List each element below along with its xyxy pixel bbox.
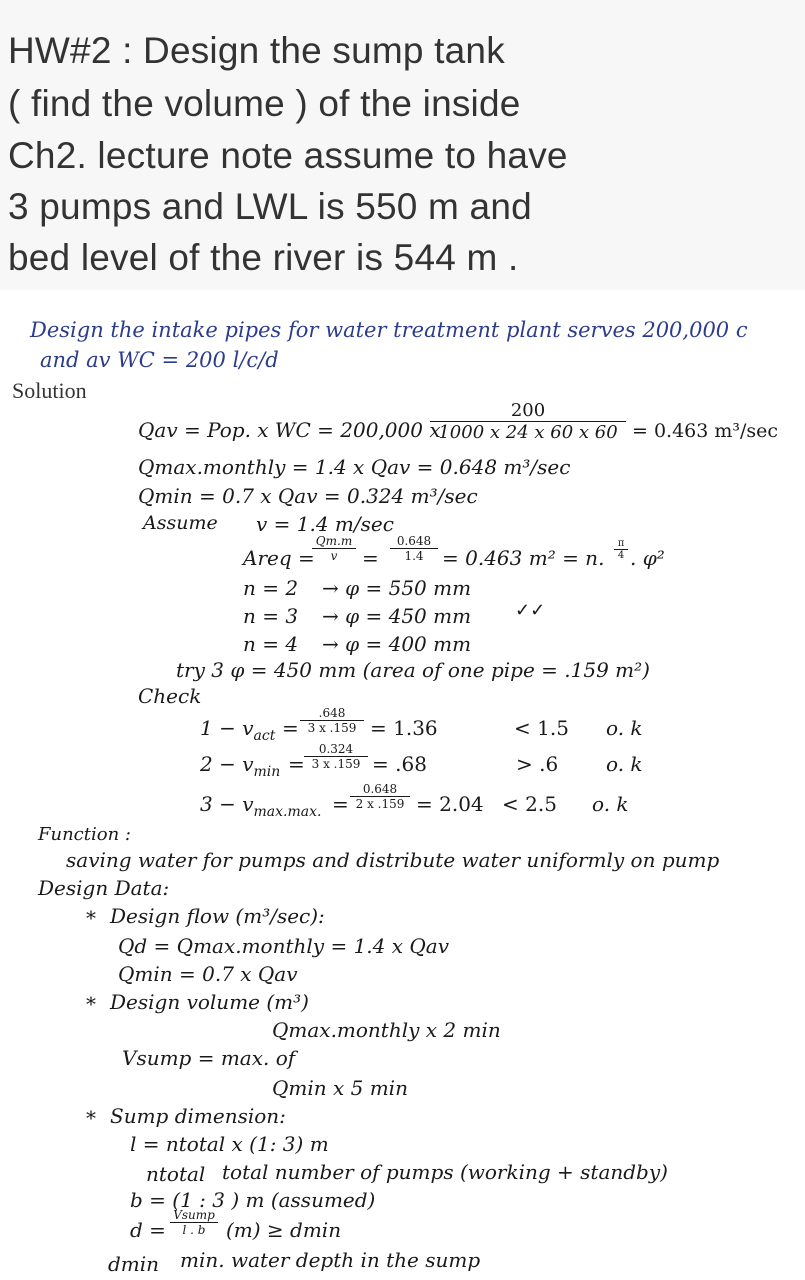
areq-rhs: = 0.463 m² = n.	[442, 546, 605, 570]
lecture-note-page	[0, 302, 805, 1280]
check2-v: 2 − v	[200, 752, 254, 776]
check2-val: = .68	[372, 752, 427, 776]
vsump-top-option: Qmax.monthly x 2 min	[272, 1018, 501, 1042]
check1-den: 3 x .159	[307, 721, 357, 735]
solution-label: Solution	[12, 378, 87, 403]
hw-line-4: 3 pumps and LWL is 550 m and	[8, 186, 532, 227]
qav-numerator: 200	[430, 400, 626, 422]
check3-val: = 2.04	[416, 792, 484, 816]
areq-eq: =	[362, 546, 379, 570]
design-flow-label: Design flow (m³/sec):	[110, 904, 325, 928]
qav-lhs: Qav = Pop. x WC = 200,000 x	[138, 418, 441, 442]
depth-lhs: d =	[130, 1218, 166, 1242]
design-volume-label: Design volume (m³)	[110, 990, 309, 1014]
sump-dimension-label: Sump dimension:	[110, 1104, 286, 1128]
qmax-line: Qmax.monthly = 1.4 x Qav = 0.648 m³/sec	[138, 455, 571, 479]
pi-over-4	[614, 538, 628, 561]
depth-den: l . b	[182, 1223, 206, 1237]
bullet-3-icon: *	[86, 1106, 96, 1130]
check-mark-icon: ✓✓	[515, 600, 546, 621]
check3-num: 0.648	[350, 782, 410, 797]
problem-line-1: Design the intake pipes for water treatment plant serves 200,000 c	[30, 318, 748, 342]
check3-den: 2 x .159	[355, 797, 405, 811]
qav-fraction	[430, 400, 626, 443]
depth-fraction	[170, 1208, 218, 1237]
check2-eq: =	[288, 752, 305, 776]
hw-line-3: Ch2. lecture note assume to have	[8, 135, 568, 176]
check1-cmp: < 1.5	[514, 716, 569, 740]
bullet-1-icon: *	[86, 906, 96, 930]
n3-label: n = 3	[243, 604, 299, 628]
hw-line-2: ( find the volume ) of the inside	[8, 83, 521, 124]
check2-ok: o. k	[606, 752, 643, 776]
n2-phi: → φ = 550 mm	[322, 576, 472, 600]
areq-fraction-2	[390, 534, 438, 563]
depth-num: Vsump	[170, 1208, 218, 1223]
qav-denominator: 1000 x 24 x 60 x 60	[438, 422, 618, 443]
vsump-bottom-option: Qmin x 5 min	[272, 1076, 408, 1100]
assume-label: Assume	[143, 512, 218, 534]
areq-lhs: Areq =	[243, 546, 315, 570]
n2-label: n = 2	[243, 576, 299, 600]
width-equation: b = (1 : 3 ) m (assumed)	[130, 1188, 376, 1212]
ntotal-description: total number of pumps (working + standby)	[222, 1160, 668, 1184]
check2-cmp: > .6	[516, 752, 559, 776]
pi-den: 4	[617, 550, 625, 561]
check1-eq: =	[282, 716, 299, 740]
areq-f1-den: v	[330, 549, 338, 563]
check3-v: 3 − v	[200, 792, 254, 816]
function-label: Function :	[38, 824, 131, 845]
qav-rhs: = 0.463 m³/sec	[632, 420, 779, 442]
qd-line: Qd = Qmax.monthly = 1.4 x Qav	[118, 934, 449, 958]
n4-phi: → φ = 400 mm	[322, 632, 472, 656]
check1-num: .648	[300, 706, 364, 721]
homework-block	[0, 0, 805, 290]
vsump-lhs: Vsump = max. of	[122, 1046, 296, 1070]
check1-sub: act	[253, 728, 276, 744]
depth-rhs: (m) ≥ dmin	[226, 1218, 342, 1242]
check2-lhs	[200, 752, 280, 780]
check3-sub: max.max.	[253, 804, 322, 820]
check2-num: 0.324	[304, 742, 368, 757]
hw-line-1: HW#2 : Design the sump tank	[8, 30, 505, 71]
hw-line-5: bed level of the river is 544 m .	[8, 237, 519, 278]
check3-lhs	[200, 792, 321, 820]
try-line: try 3 φ = 450 mm (area of one pipe = .159 m²)	[176, 658, 650, 682]
separator	[0, 290, 805, 302]
check3-fraction	[350, 782, 410, 811]
areq-f2-den: 1.4	[404, 549, 424, 563]
check2-den: 3 x .159	[311, 757, 361, 771]
dmin-label: dmin	[108, 1252, 160, 1276]
design-data-heading: Design Data:	[38, 876, 170, 900]
problem-line-2: and av WC = 200 l/c/d	[40, 348, 279, 372]
check1-lhs	[200, 716, 275, 744]
check1-ok: o. k	[606, 716, 643, 740]
dmin-description: min. water depth in the sump	[180, 1248, 481, 1272]
areq-f2-num: 0.648	[390, 534, 438, 549]
function-text: saving water for pumps and distribute water uniformly on pump	[66, 848, 720, 872]
check1-v: 1 − v	[200, 716, 254, 740]
check2-fraction	[304, 742, 368, 771]
check1-val: = 1.36	[370, 716, 438, 740]
ntotal-label: ntotal	[146, 1162, 206, 1186]
check-label: Check	[138, 684, 202, 708]
areq-f1-num: Qm.m	[312, 534, 356, 549]
length-equation: l = ntotal x (1: 3) m	[130, 1132, 329, 1156]
check1-fraction	[300, 706, 364, 735]
qmin-line: Qmin = 0.7 x Qav = 0.324 m³/sec	[138, 484, 478, 508]
check3-cmp: < 2.5	[502, 792, 557, 816]
bullet-2-icon: *	[86, 992, 96, 1016]
n4-label: n = 4	[243, 632, 299, 656]
areq-tail: . φ²	[630, 546, 665, 570]
areq-fraction-1	[312, 534, 356, 563]
pi-num: π	[614, 538, 628, 550]
check3-eq: =	[332, 792, 349, 816]
assume-value: v = 1.4 m/sec	[256, 512, 394, 536]
check2-sub: min	[253, 764, 281, 780]
check3-ok: o. k	[592, 792, 629, 816]
design-qmin-line: Qmin = 0.7 x Qav	[118, 962, 298, 986]
n3-phi: → φ = 450 mm	[322, 604, 472, 628]
